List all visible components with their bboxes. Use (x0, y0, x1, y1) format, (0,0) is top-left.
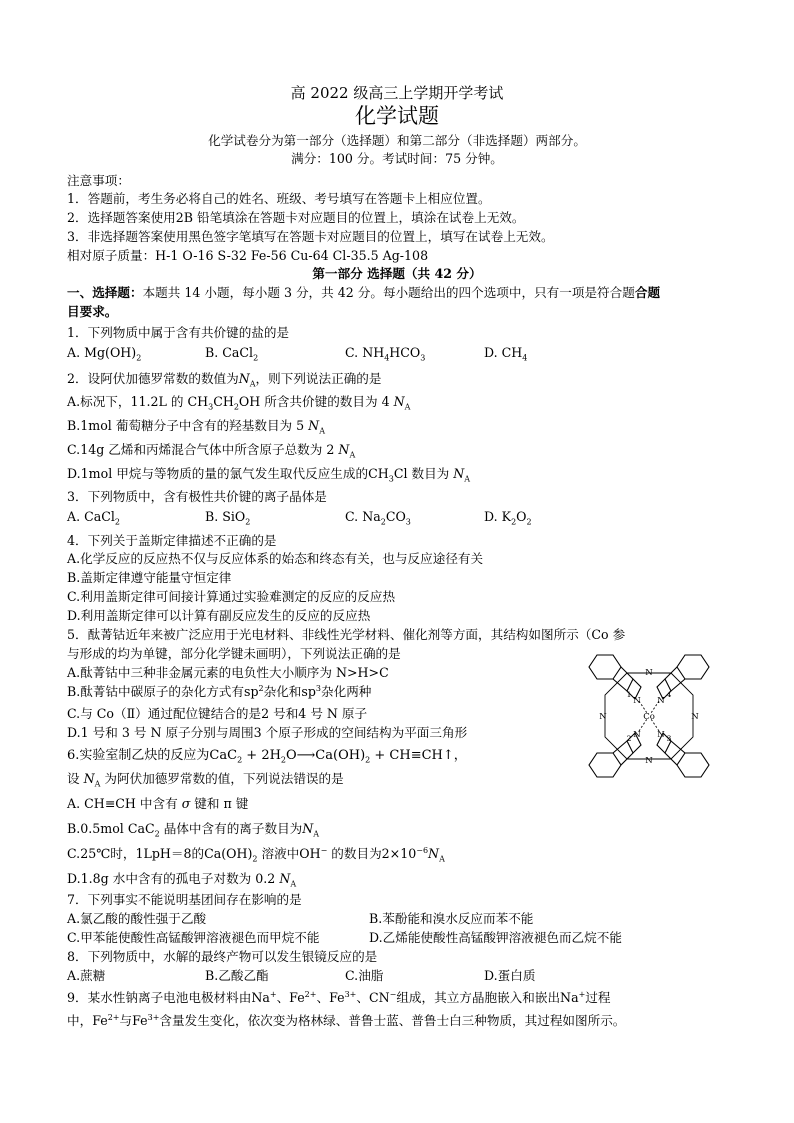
nitrogen-label: N (657, 730, 665, 740)
question-stem: 8．下列物质中，水解的最终产物可以发生银镜反应的是 (67, 949, 378, 964)
question-stem: 5．酞菁钴近年来被广泛应用于光电材料、非线性光学材料、催化剂等方面，其结构如图所示（Co 参 (67, 627, 626, 642)
nitrogen-label: N (645, 668, 653, 678)
option-a: A.化学反应的反应热不仅与反应体系的始态和终态有关，也与反应途径有关 (67, 551, 484, 566)
exam-name: 高 2022 级高三上学期开学考试 (290, 84, 504, 102)
nitrogen-number-label: 4 (666, 690, 672, 699)
option-b: B.苯酚能和溴水反应而苯不能 (369, 911, 534, 926)
option-c: C. $Na_2CO_3$ (345, 509, 411, 527)
option-c: C. $NH_4HCO_3$ (345, 345, 426, 363)
option-d: D.蛋白质 (484, 968, 536, 983)
section-text: 本题共 14 小题，每小题 3 分，共 42 分。每小题给出的四个选项中，只有一项是符合题 (142, 285, 635, 300)
question-stem: 1．下列物质中属于含有共价键的盐的是 (67, 325, 290, 340)
question-stem: 9．某水性钠离子电池电极材料由Na+、$Fe^{2+}$、$Fe^{3+}$、CN−组成，其立方晶胞嵌入和嵌出Na+过程 (67, 989, 611, 1005)
option-a: A. CH≡CH 中含有 σ 键和 π 键 (67, 796, 249, 811)
option-c: C.利用盖斯定律可间接计算通过实验难测定的反应的反应热 (67, 589, 396, 604)
option-b: B. CaCl$_2$ (205, 345, 259, 363)
question-stem-cont: 中，$Fe^{2+}$与$Fe^{3+}$含量发生变化，依次变为格林绿、普鲁士蓝、普鲁士白三种物质，其过程如图所示。 (67, 1012, 626, 1028)
question-stem: 2．设阿伏加德罗常数的数值为$N_A$，则下列说法正确的是 (67, 371, 382, 389)
question-stem: 6.实验室制乙炔的反应为$CaC_2 + 2H_2O⟶Ca(OH)_2$ + CH≡CH↑， (67, 748, 467, 765)
part-heading: 第一部分 选择题（共 42 分） (312, 266, 482, 281)
score-time: 满分：100 分。考试时间：75 分钟。 (291, 151, 503, 166)
option-b: B.盖斯定律遵守能量守恒定律 (67, 570, 232, 585)
option-c: C.甲苯能使酸性高锰酸钾溶液褪色而甲烷不能 (67, 930, 320, 945)
option-c: C.油脂 (345, 968, 384, 983)
question-stem-cont: 设 $N_A$ 为阿伏加德罗常数的值，下列说法错误的是 (67, 771, 344, 789)
option-d: D.利用盖斯定律可以计算有副反应发生的反应的反应热 (67, 608, 371, 623)
section-label: 一、选择题： (67, 285, 143, 300)
option-b: B.乙酸乙酯 (205, 968, 269, 983)
stem-text: ，则下列说法正确的是 (255, 371, 382, 386)
note-item: 1．答题前，考生务必将自己的姓名、班级、考号填写在答题卡上相应位置。 (67, 191, 491, 206)
option-a: A.蔗糖 (67, 968, 106, 983)
nitrogen-number-label: 3 (666, 734, 672, 743)
option-a: A.氯乙酸的酸性强于乙酸 (67, 911, 207, 926)
option-d: D.1mol 甲烷与等物质的量的氯气发生取代反应生成的$CH_3Cl$ 数目为 $N_A$ (67, 466, 471, 484)
option-d: D. $CH_4$ (484, 345, 528, 363)
option-c: C.14g 乙烯和丙烯混合气体中所含原子总数为 2 $N_A$ (67, 442, 356, 460)
section-instructions-2: 目要求。 (67, 304, 118, 319)
option-b: B.0.5mol CaC$_2$ 晶体中含有的离子数目为$N_A$ (67, 821, 320, 839)
option-b: B. SiO$_2$ (205, 509, 251, 527)
nitrogen-number-label: 2 (626, 734, 632, 743)
option-b: B.1mol 葡萄糖分子中含有的羟基数目为 5 $N_A$ (67, 418, 325, 436)
note-item: 2．选择题答案使用2B 铅笔填涂在答题卡对应题目的位置上，填涂在试卷上无效。 (67, 210, 525, 225)
notes-heading: 注意事项： (67, 173, 130, 188)
option-a: A.酞菁钴中三种非金属元素的电负性大小顺序为 N>H>C (67, 665, 389, 680)
paper-structure: 化学试卷分为第一部分（选择题）和第二部分（非选择题）两部分。 (208, 133, 586, 148)
nitrogen-label: N (633, 730, 641, 740)
option-d: D. $K_2O_2$ (484, 509, 532, 527)
option-a: A.标况下，11.2L 的 $CH_3CH_2OH$ 所含共价键的数目为 4 $N_A$ (67, 394, 411, 412)
option-c: C.25℃时，1LpH＝8的$Ca(OH)_2$ 溶液中OH− 的数目为$2\times 10^{-6}N_A$ (67, 845, 445, 864)
question-stem-cont: 与形成的均为单键，部分化学键未画明），下列说法正确的是 (67, 646, 401, 661)
nitrogen-label: N (657, 696, 665, 706)
nitrogen-label: N (599, 712, 607, 722)
question-stem: 4．下列关于盖斯定律描述不正确的是 (67, 533, 277, 548)
option-d: D.1.8g 水中含有的孤电子对数为 0.2 $N_A$ (67, 871, 297, 889)
cobalt-phthalocyanine-structure (583, 651, 715, 781)
section-instructions: 一、选择题：本题共 14 小题，每小题 3 分，共 42 分。每小题给出的四个选项中，只有一项是符合题合题 (67, 285, 661, 300)
question-stem: 3．下列物质中，含有极性共价键的离子晶体是 (67, 489, 327, 504)
option-c: C.与 Co（Ⅱ）通过配位键结合的是2 号和4 号 N 原子 (67, 706, 368, 721)
option-d: D.乙烯能使酸性高锰酸钾溶液褪色而乙烷不能 (369, 930, 622, 945)
question-stem: 7．下列事实不能说明基团间存在影响的是 (67, 892, 302, 907)
option-d: D.1 号和 3 号 N 原子分别与周围3 个原子形成的空间结构为平面三角形 (67, 725, 468, 740)
option-b: B.酞菁钴中碳原子的杂化方式有$sp^2$杂化和$sp^3$杂化两种 (67, 683, 372, 699)
stem-text: 2．设阿伏加德罗常数的数值为 (67, 371, 239, 386)
nitrogen-label: N (633, 696, 641, 706)
nitrogen-number-label: 1 (626, 690, 632, 699)
nitrogen-label: N (691, 712, 699, 722)
note-item: 3．非选择题答案使用黑色签字笔填写在答题卡对应题目的位置上，填写在试卷上无效。 (67, 229, 554, 244)
option-a: A. $Mg(OH)_2$ (67, 345, 142, 363)
page-title: 化学试题 (355, 104, 439, 128)
option-a: A. CaCl$_2$ (67, 509, 121, 527)
nitrogen-label: N (645, 756, 653, 766)
atomic-mass: 相对原子质量：H-1 O-16 S-32 Fe-56 Cu-64 Cl-35.5 Ag-108 (67, 248, 429, 263)
cobalt-atom-label: Co (643, 712, 655, 722)
